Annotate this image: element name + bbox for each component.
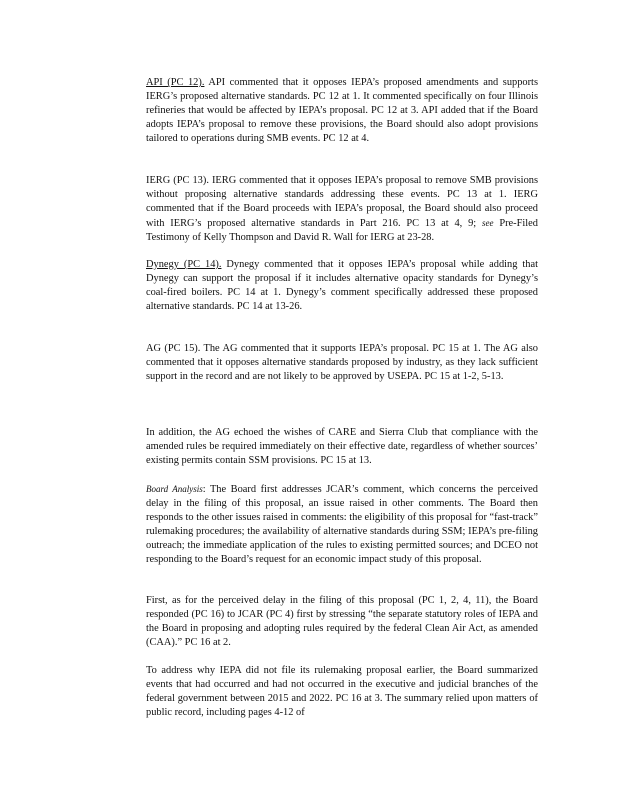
board-analysis-heading: Board Analysis [146, 484, 203, 494]
commenter-heading-api: API (PC 12). [146, 77, 205, 88]
paragraph-text: AG (PC 15). The AG commented that it supports IEPA’s proposal. PC 15 at 1. The AG also commented that it opposes alternative standards proposed by industry, as they lack sufficient support in the record and are not likely to be approved by USEPA. PC 15 at 1-2, 5-13. [146, 343, 538, 382]
paragraph-text: IERG (PC 13). IERG commented that it opposes IEPA’s proposal to remove SMB provisions without proposing alternative standards addressing these events. PC 13 at 1. IERG commented that if the Board proceeds with IEPA’s proposal, the Board should also proceed with IERG’s proposed alternative standards in Part 216. PC 13 at 4, 9; [146, 175, 538, 229]
paragraph-text: API commented that it opposes IEPA’s proposed amendments and supports IERG’s proposed alternative standards. PC 12 at 1. It commented specifically on four Illinois refineries that would be affected by IEPA’s proposal. PC 12 at 3. API added that if the Board adopts IEPA’s proposal to remove these provisions, the Board should also adopt provisions tailored to operations during SMB events. PC 12 at 4. [146, 77, 538, 144]
paragraph-api [146, 76, 538, 146]
paragraph-text: : The Board first addresses JCAR’s comment, which concerns the perceived delay in the filing of this proposal, an issue raised in other comments. The Board then responds to the other issues raised in comments: the eligibility of this proposal for “fast-track” rulemaking procedures; the availability of alternative standards during SSM; IEPA’s pre-filing outreach; the immediate application of the rules to existing permitted sources; and DCEO not responding to the Board’s request for an economic impact study of this proposal. [146, 484, 538, 565]
paragraph-text: Pre-Filed Testimony of Kelly Thompson and David R. Wall for IERG at 23-28. [146, 218, 538, 243]
paragraph-text: First, as for the perceived delay in the filing of this proposal (PC 1, 2, 4, 11), the Board responded (PC 16) to JCAR (PC 4) first by stressing “the separate statutory roles of IEPA and the Board in proposing and adopting rules required by the federal Clean Air Act, as amended (CAA).” PC 16 at 2. [146, 595, 538, 648]
paragraph-board-analysis [146, 482, 538, 567]
paragraph-text: Dynegy commented that it opposes IEPA’s proposal while adding that Dynegy can support the proposal if it includes alternative opacity standards for Dynegy’s coal-fired boilers. PC 14 at 1. Dynegy’s comment specifically addressed these proposed alternative standards. PC 14 at 13-26. [146, 259, 538, 312]
paragraph-ierg [146, 174, 538, 245]
paragraph-ag-continued [146, 426, 538, 468]
paragraph-to-address [146, 664, 538, 720]
paragraph-text: To address why IEPA did not file its rulemaking proposal earlier, the Board summarized events that had occurred and had not occurred in the executive and judicial branches of the federal government between 2015 and 2022. PC 16 at 3. The summary relied upon matters of public record, including pages 4-12 of [146, 665, 538, 718]
paragraph-dynegy [146, 258, 538, 314]
paragraph-ag [146, 342, 538, 384]
paragraph-first [146, 594, 538, 650]
citation-signal: see [482, 218, 494, 228]
commenter-heading-dynegy: Dynegy (PC 14). [146, 259, 222, 270]
paragraph-text: In addition, the AG echoed the wishes of CARE and Sierra Club that compliance with the amended rules be required immediately on their effective date, regardless of whether sources’ existing permits contain SSM provisions. PC 15 at 13. [146, 427, 538, 466]
